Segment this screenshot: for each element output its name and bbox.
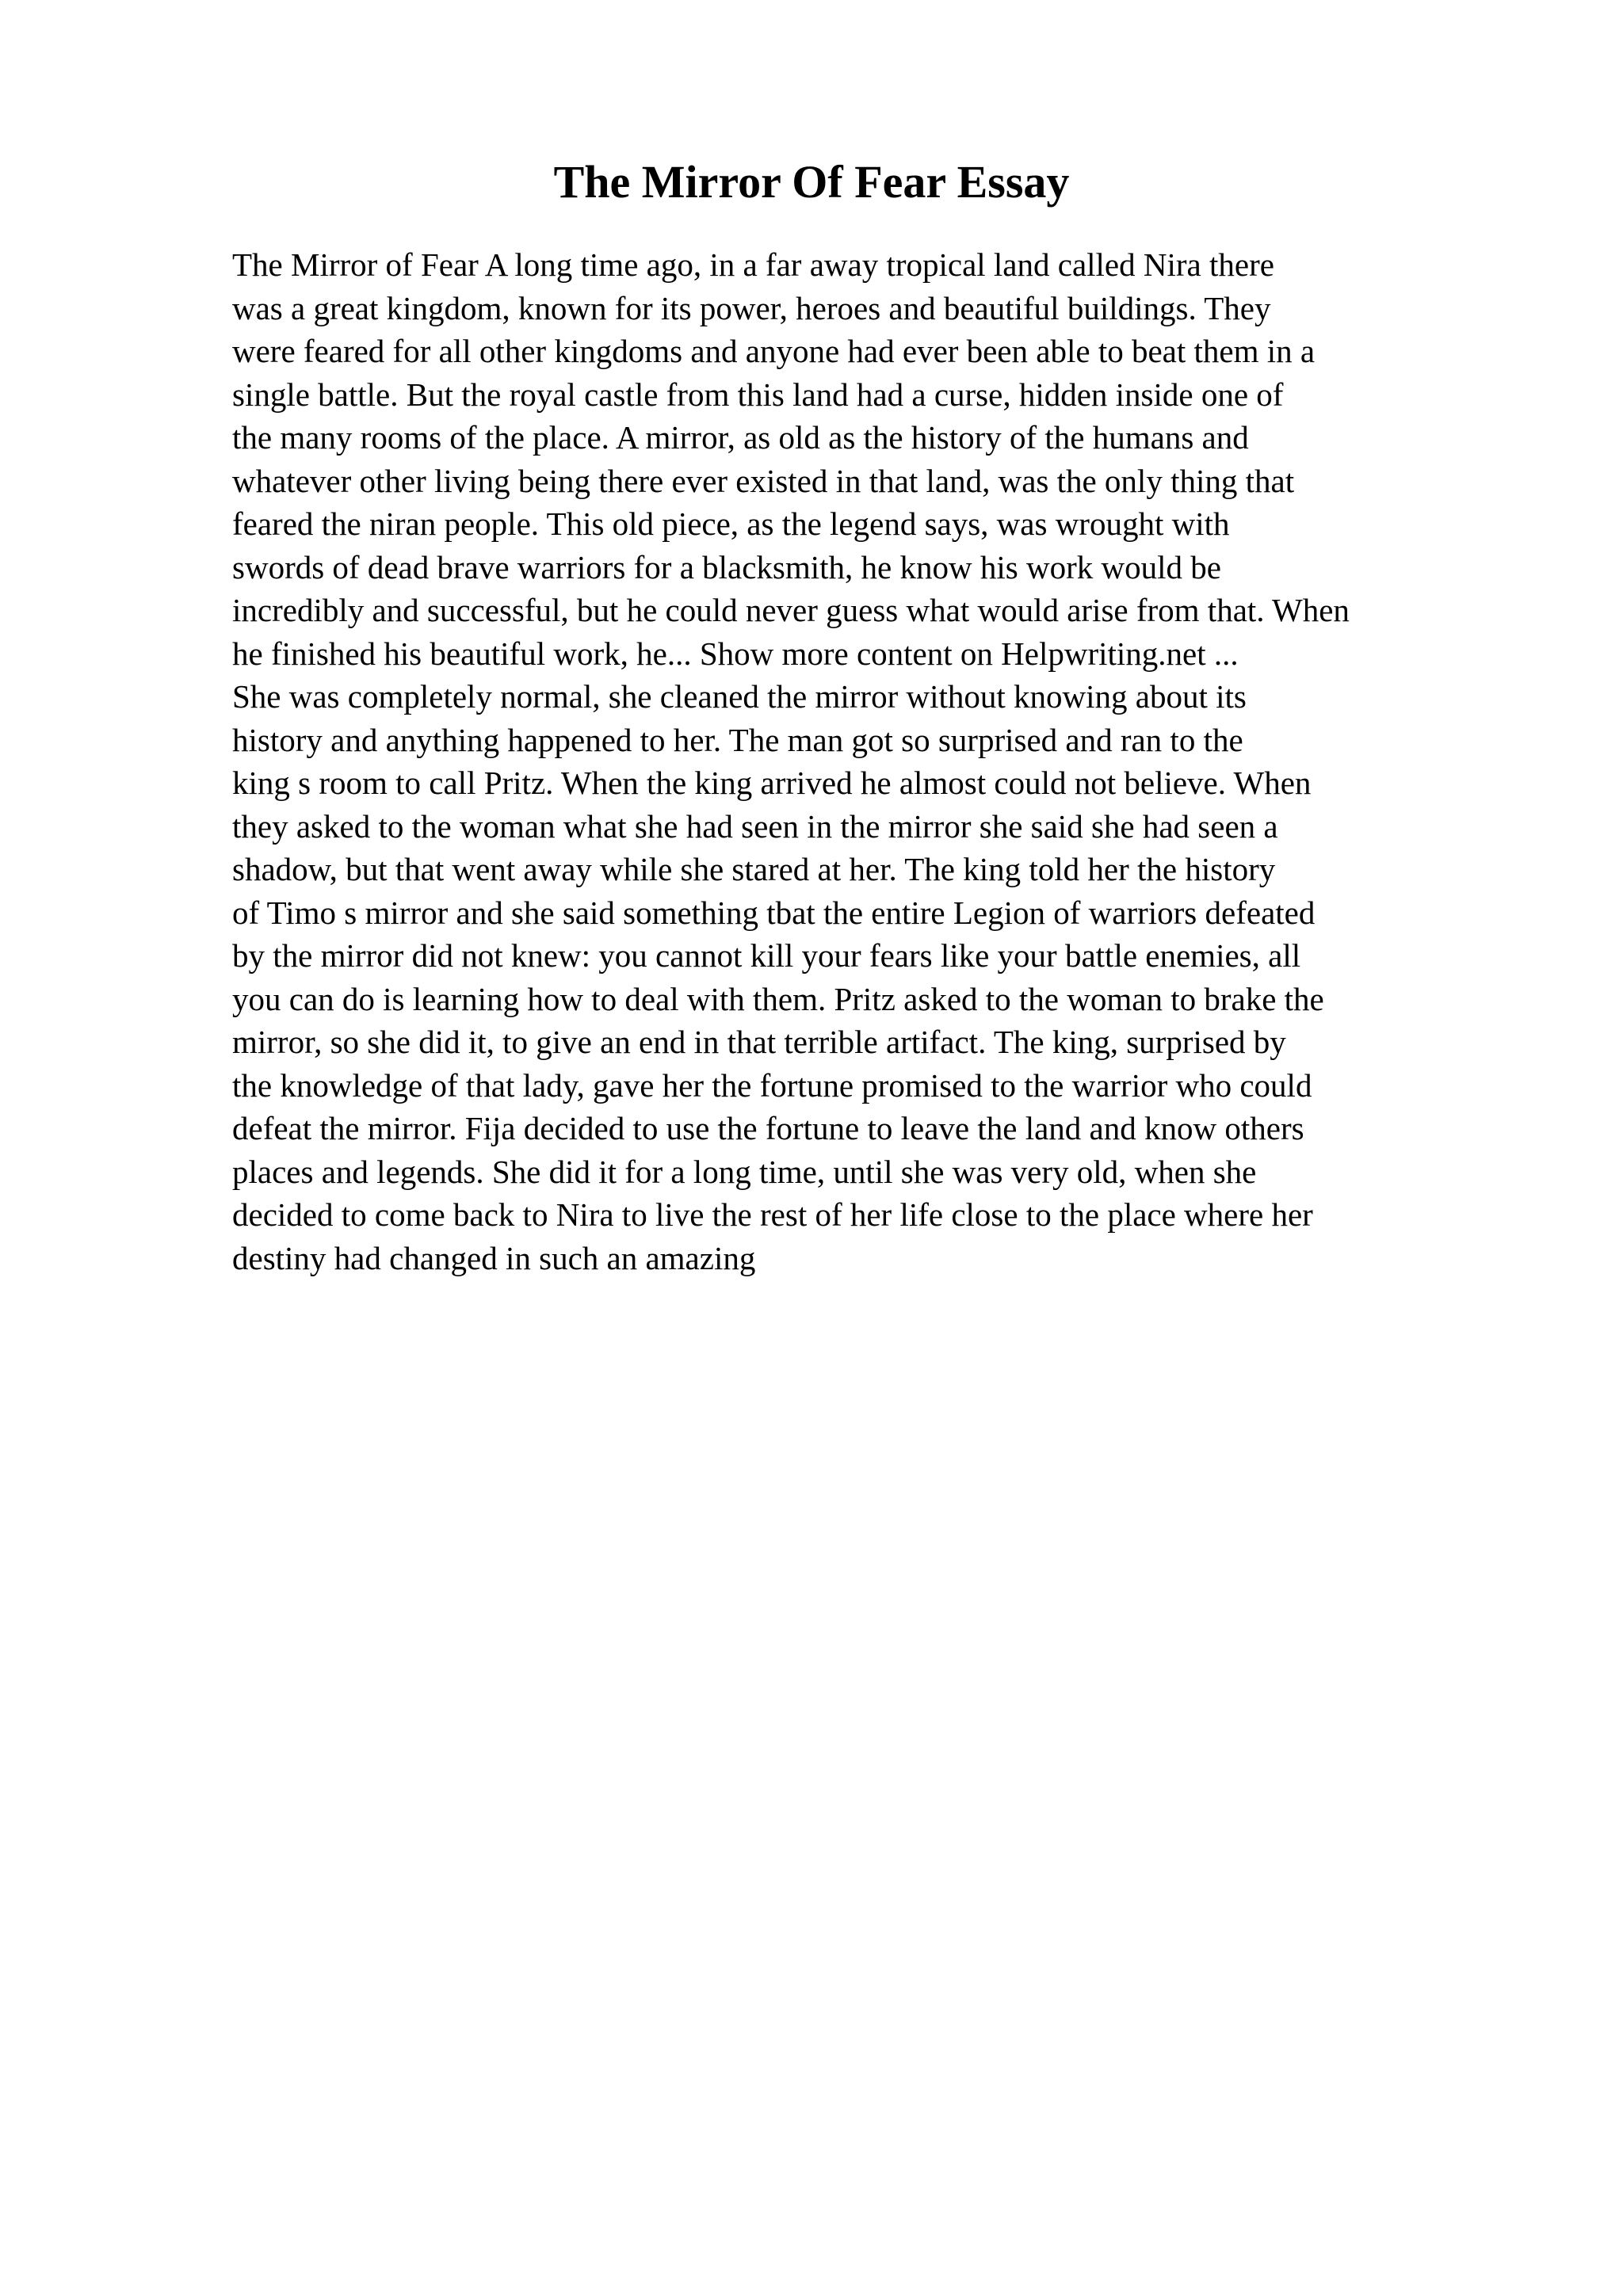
essay-line: shadow, but that went away while she stared at her. The king told her the history — [232, 851, 1276, 887]
essay-line: the many rooms of the place. A mirror, as old as the history of the humans and — [232, 419, 1249, 456]
essay-line: were feared for all other kingdoms and anyone had ever been able to beat them in a — [232, 333, 1316, 369]
essay-line: swords of dead brave warriors for a blacksmith, he know his work would be — [232, 548, 1221, 585]
essay-line: the knowledge of that lady, gave her the fortune promised to the warrior who could — [232, 1066, 1312, 1104]
essay-line: destiny had changed in such an amazing — [232, 1239, 756, 1276]
essay-line: single battle. But the royal castle from this land had a curse, hidden inside one of — [232, 376, 1284, 413]
essay-line: he finished his beautiful work, he... Show more content on Helpwriting.net ... — [232, 635, 1239, 672]
essay-line: of Timo s mirror and she said something tbat the entire Legion of warriors defeated — [232, 894, 1316, 931]
essay-line: whatever other living being there ever existed in that land, was the only thing that — [232, 462, 1295, 499]
essay-line: you can do is learning how to deal with them. Pritz asked to the woman to brake the — [232, 980, 1324, 1017]
essay-line: by the mirror did not knew: you cannot kill your fears like your battle enemies, all — [232, 937, 1301, 974]
essay-line: She was completely normal, she cleaned the mirror without knowing about its — [232, 678, 1247, 715]
essay-line: mirror, so she did it, to give an end in that terrible artifact. The king, surprised by — [232, 1024, 1286, 1060]
essay-line: incredibly and successful, but he could never guess what would arise from that. When — [232, 592, 1350, 628]
essay-line: places and legends. She did it for a long time, until she was very old, when she — [232, 1153, 1257, 1190]
essay-line: was a great kingdom, known for its power, heroes and beautiful buildings. They — [232, 289, 1271, 326]
essay-body — [232, 243, 1540, 1280]
essay-line: The Mirror of Fear A long time ago, in a far away tropical land called Nira there — [232, 246, 1274, 283]
essay-line: king s room to call Pritz. When the king arrived he almost could not believe. When — [232, 765, 1312, 801]
document-title: The Mirror Of Fear Essay — [553, 156, 1070, 208]
essay-line: feared the niran people. This old piece, as the legend says, was wrought with — [232, 505, 1230, 542]
essay-line: decided to come back to Nira to live the rest of her life close to the place where her — [232, 1196, 1313, 1233]
essay-line: history and anything happened to her. The man got so surprised and ran to the — [232, 721, 1243, 758]
essay-line: defeat the mirror. Fija decided to use the fortune to leave the land and know others — [232, 1110, 1304, 1146]
essay-line: they asked to the woman what she had seen in the mirror she said she had seen a — [232, 807, 1278, 845]
